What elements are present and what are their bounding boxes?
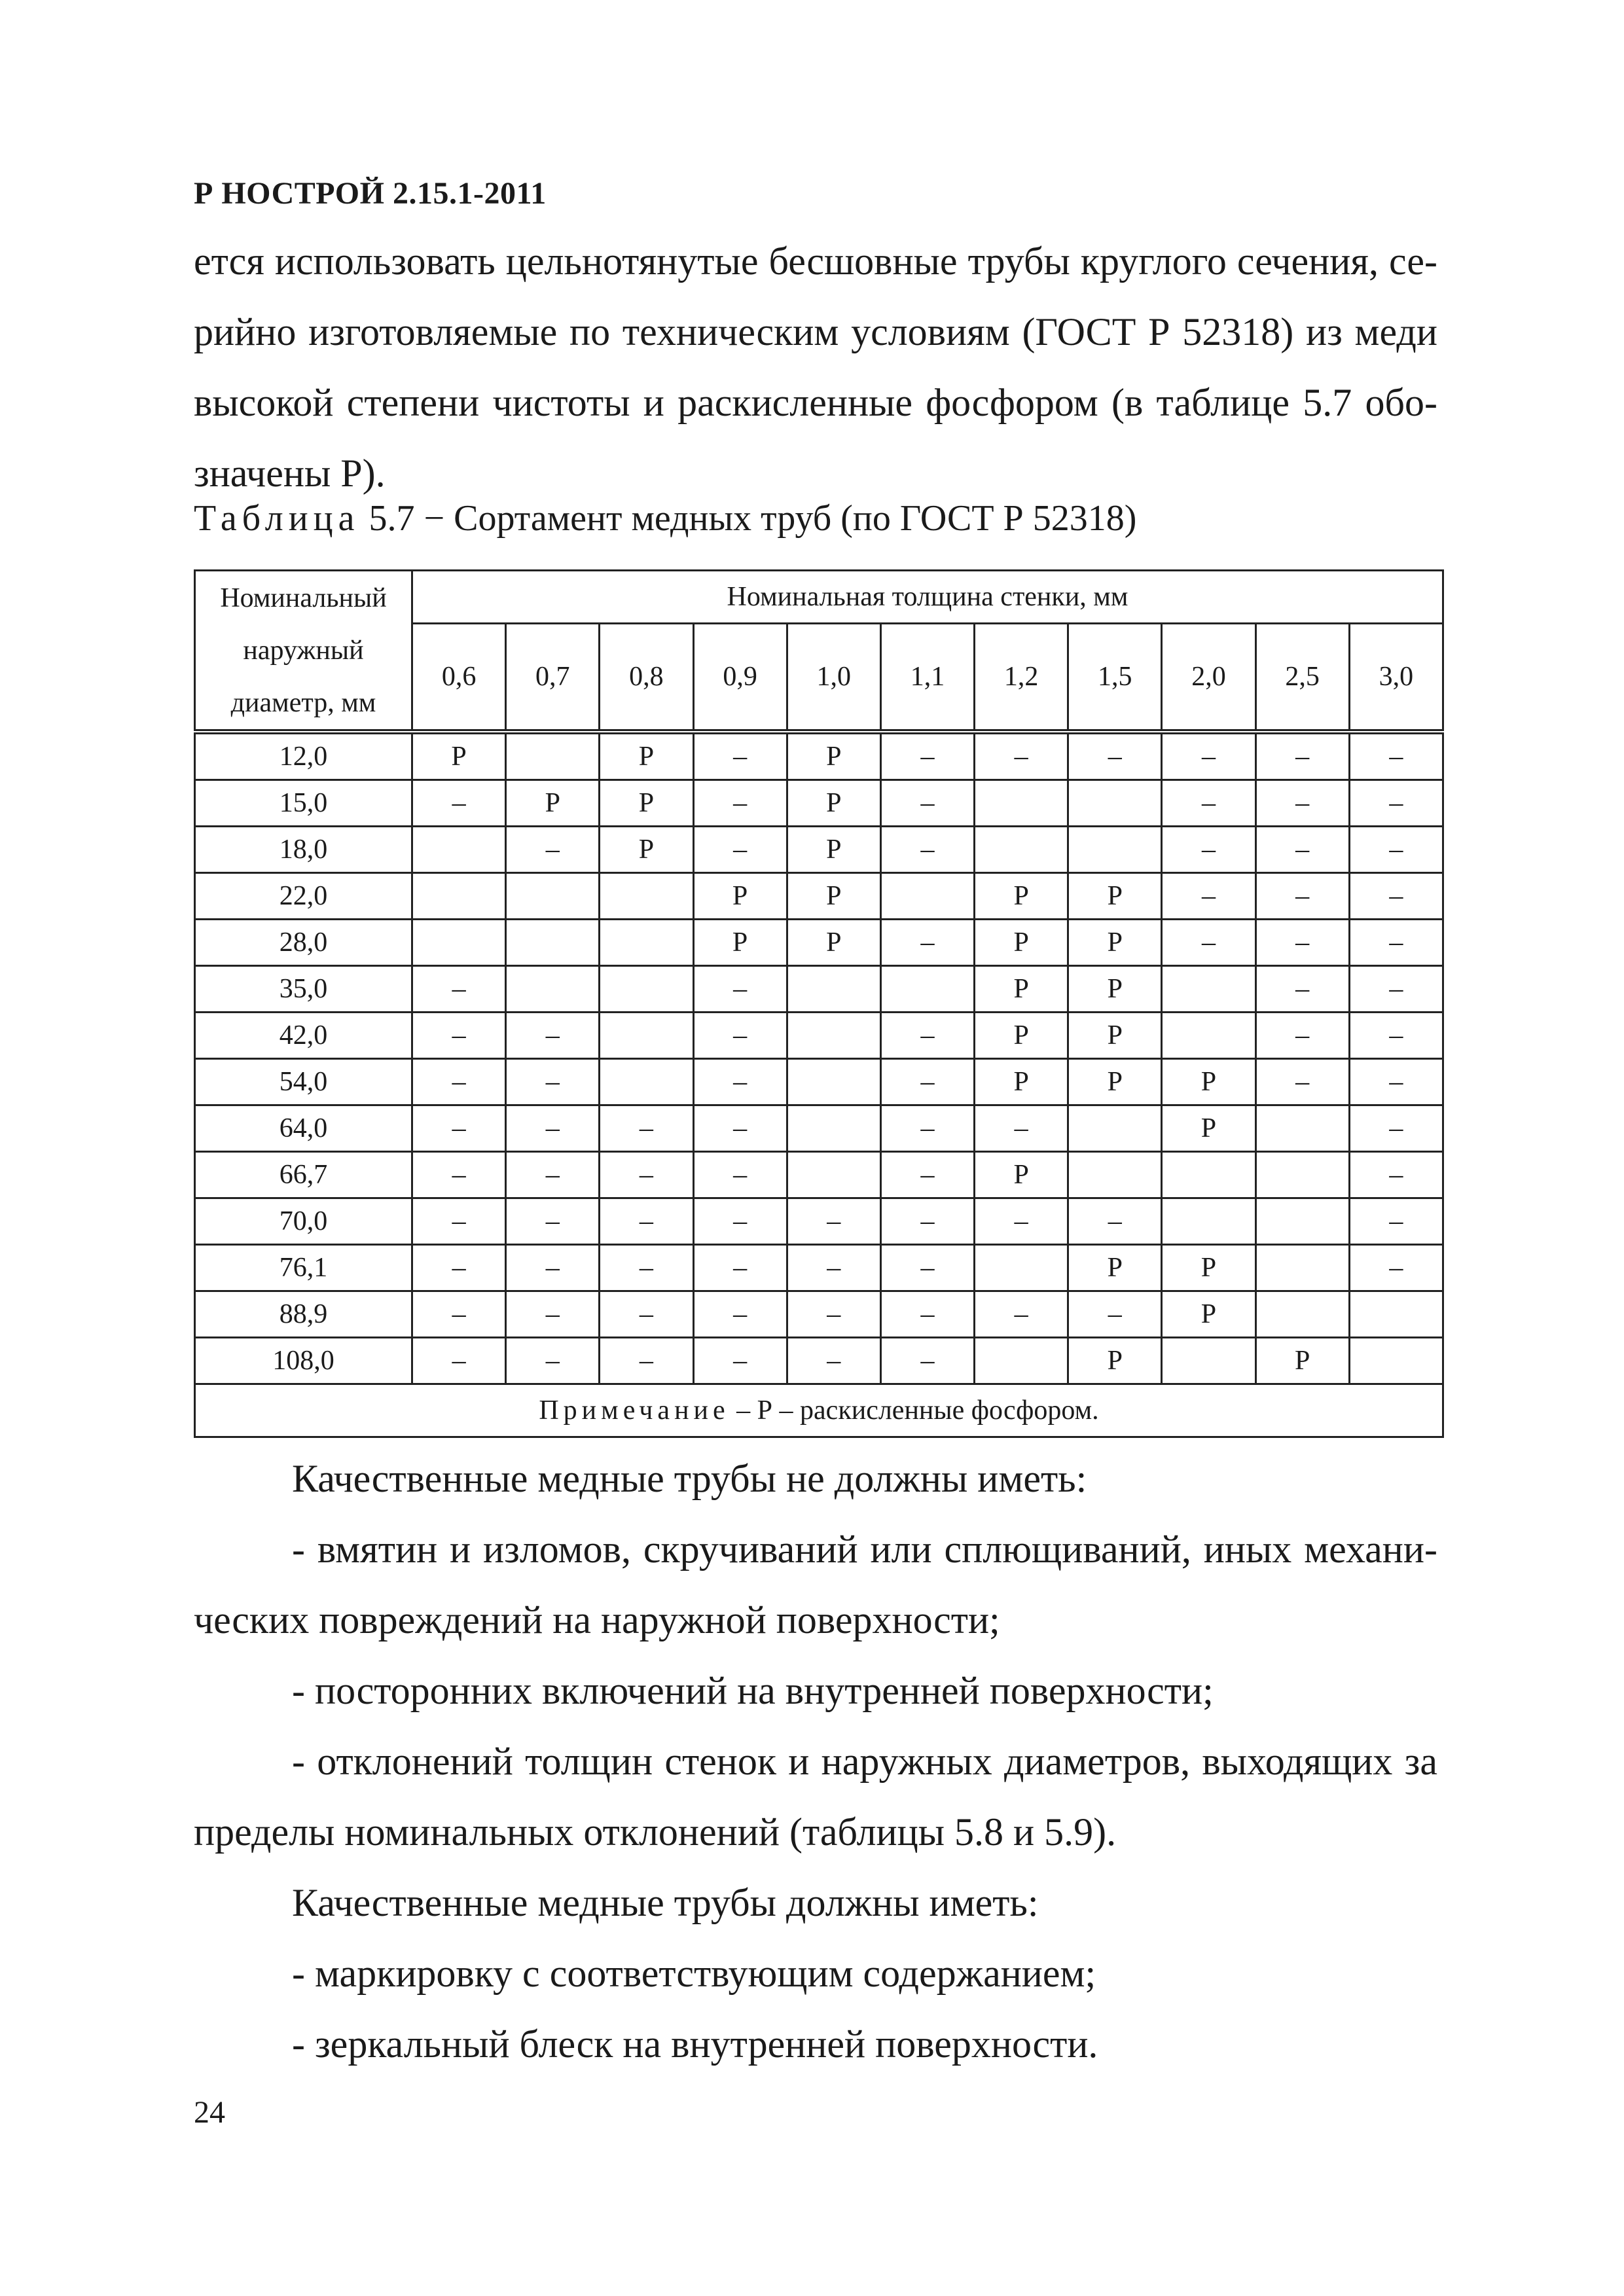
availability-cell: – bbox=[506, 1338, 600, 1384]
availability-cell: – bbox=[1255, 732, 1349, 780]
availability-cell: – bbox=[506, 1245, 600, 1291]
quality-item-marking bbox=[194, 1938, 1437, 2009]
availability-cell: Р bbox=[787, 873, 880, 920]
availability-cell: – bbox=[1068, 1198, 1162, 1245]
availability-cell: Р bbox=[787, 780, 880, 827]
availability-cell: – bbox=[693, 780, 787, 827]
availability-cell: – bbox=[693, 1059, 787, 1105]
thickness-header-cell: 1,1 bbox=[880, 624, 974, 732]
thickness-header-cell: 0,8 bbox=[600, 624, 693, 732]
quality-item-deviations-cont bbox=[194, 1797, 1437, 1867]
availability-cell: – bbox=[1162, 920, 1255, 966]
table-header-row bbox=[195, 571, 1443, 624]
availability-cell: – bbox=[975, 1198, 1068, 1245]
text-line: пределы номинальных отклонений (таблицы 5.8 и 5.9). bbox=[194, 1810, 1117, 1854]
quality-item-dents-cont bbox=[194, 1585, 1437, 1655]
availability-cell: – bbox=[1162, 732, 1255, 780]
availability-cell: Р bbox=[1068, 966, 1162, 1013]
availability-cell: – bbox=[600, 1105, 693, 1152]
availability-cell: – bbox=[787, 1291, 880, 1338]
availability-cell: – bbox=[693, 1338, 787, 1384]
availability-cell: – bbox=[1349, 1105, 1443, 1152]
availability-cell: Р bbox=[1162, 1059, 1255, 1105]
table-caption bbox=[194, 497, 1136, 539]
availability-cell bbox=[1162, 1013, 1255, 1059]
availability-cell: Р bbox=[975, 966, 1068, 1013]
availability-cell bbox=[1162, 1338, 1255, 1384]
table-row bbox=[195, 1245, 1443, 1291]
copper-pipe-sortament-table bbox=[194, 569, 1444, 1438]
availability-cell: Р bbox=[1068, 1059, 1162, 1105]
availability-cell: – bbox=[1349, 732, 1443, 780]
availability-cell bbox=[1349, 1338, 1443, 1384]
availability-cell: Р bbox=[693, 873, 787, 920]
availability-cell: – bbox=[693, 1105, 787, 1152]
availability-cell bbox=[880, 966, 974, 1013]
availability-cell: Р bbox=[600, 827, 693, 873]
text-line: - вмятин и изломов, скручиваний или сплющиваний, иных механи- bbox=[292, 1528, 1437, 1571]
thickness-header-cell: 1,5 bbox=[1068, 624, 1162, 732]
availability-cell: – bbox=[693, 827, 787, 873]
thickness-header-cell: 0,7 bbox=[506, 624, 600, 732]
availability-cell: – bbox=[412, 1105, 506, 1152]
availability-cell: Р bbox=[1068, 873, 1162, 920]
availability-cell: Р bbox=[693, 920, 787, 966]
availability-cell: – bbox=[1349, 827, 1443, 873]
availability-cell: – bbox=[693, 1245, 787, 1291]
availability-cell bbox=[600, 873, 693, 920]
availability-cell: – bbox=[506, 1198, 600, 1245]
availability-cell: – bbox=[1255, 780, 1349, 827]
header-line: диаметр, мм bbox=[230, 687, 376, 718]
availability-cell bbox=[506, 920, 600, 966]
availability-cell bbox=[1162, 1152, 1255, 1198]
table-row bbox=[195, 780, 1443, 827]
availability-cell bbox=[975, 1338, 1068, 1384]
thickness-group-header: Номинальная толщина стенки, мм bbox=[412, 571, 1443, 624]
availability-cell: – bbox=[1349, 1059, 1443, 1105]
availability-cell: – bbox=[880, 1245, 974, 1291]
thickness-header-cell: 1,2 bbox=[975, 624, 1068, 732]
diameter-cell: 15,0 bbox=[195, 780, 412, 827]
text-line: ется использовать цельнотянутые бесшовные трубы круглого сечения, се- bbox=[194, 240, 1437, 283]
availability-cell: – bbox=[506, 1152, 600, 1198]
availability-cell bbox=[412, 873, 506, 920]
availability-cell bbox=[1068, 1105, 1162, 1152]
intro-paragraph bbox=[194, 226, 1437, 509]
availability-cell bbox=[506, 732, 600, 780]
availability-cell: – bbox=[1255, 920, 1349, 966]
availability-cell: – bbox=[412, 1245, 506, 1291]
availability-cell: – bbox=[880, 1013, 974, 1059]
thickness-header-cell: 1,0 bbox=[787, 624, 880, 732]
availability-cell: – bbox=[1349, 1152, 1443, 1198]
table-row bbox=[195, 920, 1443, 966]
availability-cell bbox=[787, 966, 880, 1013]
diameter-cell: 42,0 bbox=[195, 1013, 412, 1059]
table-row bbox=[195, 1105, 1443, 1152]
quality-item-dents bbox=[194, 1514, 1437, 1585]
availability-cell: – bbox=[412, 1152, 506, 1198]
text-line: значены Р). bbox=[194, 452, 386, 495]
availability-cell: – bbox=[880, 1198, 974, 1245]
availability-cell: Р bbox=[787, 827, 880, 873]
availability-cell: – bbox=[506, 1105, 600, 1152]
availability-cell: – bbox=[975, 1105, 1068, 1152]
availability-cell: – bbox=[1255, 1013, 1349, 1059]
availability-cell: Р bbox=[412, 732, 506, 780]
availability-cell: – bbox=[412, 1338, 506, 1384]
availability-cell bbox=[600, 1013, 693, 1059]
quality-item-gloss bbox=[194, 2009, 1437, 2079]
table-row bbox=[195, 827, 1443, 873]
availability-cell: – bbox=[693, 1291, 787, 1338]
availability-cell: Р bbox=[600, 780, 693, 827]
availability-cell: – bbox=[975, 1291, 1068, 1338]
diameter-column-header bbox=[195, 571, 412, 732]
availability-cell bbox=[975, 780, 1068, 827]
text-line: рийно изготовляемые по техническим условиям (ГОСТ Р 52318) из меди bbox=[194, 310, 1437, 353]
quality-item-inclusions bbox=[194, 1655, 1437, 1726]
table-row bbox=[195, 873, 1443, 920]
availability-cell: – bbox=[693, 966, 787, 1013]
availability-cell: – bbox=[1255, 1059, 1349, 1105]
availability-cell: – bbox=[506, 1059, 600, 1105]
availability-cell: Р bbox=[975, 1013, 1068, 1059]
text-line: Качественные медные трубы не должны иметь: bbox=[292, 1457, 1087, 1500]
availability-cell: Р bbox=[787, 920, 880, 966]
availability-cell: – bbox=[412, 1013, 506, 1059]
diameter-cell: 88,9 bbox=[195, 1291, 412, 1338]
availability-cell: – bbox=[880, 1059, 974, 1105]
availability-cell bbox=[1255, 1105, 1349, 1152]
availability-cell bbox=[600, 966, 693, 1013]
text-line: - зеркальный блеск на внутренней поверхности. bbox=[292, 2022, 1098, 2066]
availability-cell: – bbox=[600, 1338, 693, 1384]
diameter-cell: 66,7 bbox=[195, 1152, 412, 1198]
availability-cell: Р bbox=[975, 873, 1068, 920]
availability-cell bbox=[787, 1059, 880, 1105]
table-caption-label: Таблица bbox=[194, 498, 360, 539]
table-row bbox=[195, 966, 1443, 1013]
table-caption-text: 5.7 − Сортамент медных труб (по ГОСТ Р 52318) bbox=[369, 498, 1137, 539]
availability-cell bbox=[506, 873, 600, 920]
availability-cell bbox=[1255, 1291, 1349, 1338]
availability-cell: – bbox=[693, 1013, 787, 1059]
availability-cell: – bbox=[1068, 732, 1162, 780]
diameter-cell: 108,0 bbox=[195, 1338, 412, 1384]
thickness-header-cell: 0,9 bbox=[693, 624, 787, 732]
availability-cell bbox=[412, 920, 506, 966]
availability-cell: Р bbox=[1068, 920, 1162, 966]
table-row bbox=[195, 732, 1443, 780]
table-row bbox=[195, 1152, 1443, 1198]
availability-cell: – bbox=[787, 1338, 880, 1384]
availability-cell bbox=[787, 1105, 880, 1152]
availability-cell bbox=[600, 920, 693, 966]
availability-cell bbox=[1349, 1291, 1443, 1338]
note-label: Примечание bbox=[539, 1395, 730, 1426]
availability-cell bbox=[1162, 966, 1255, 1013]
availability-cell: – bbox=[1349, 1013, 1443, 1059]
thickness-header-cell: 2,0 bbox=[1162, 624, 1255, 732]
availability-cell: – bbox=[975, 732, 1068, 780]
diameter-cell: 54,0 bbox=[195, 1059, 412, 1105]
availability-cell: Р bbox=[1068, 1245, 1162, 1291]
availability-cell: – bbox=[1349, 873, 1443, 920]
diameter-cell: 35,0 bbox=[195, 966, 412, 1013]
note-text: – Р – раскисленные фосфором. bbox=[729, 1395, 1099, 1426]
table-row bbox=[195, 1198, 1443, 1245]
availability-cell: – bbox=[1255, 873, 1349, 920]
availability-cell bbox=[1255, 1245, 1349, 1291]
availability-cell: – bbox=[880, 1105, 974, 1152]
availability-cell: – bbox=[880, 780, 974, 827]
availability-cell: – bbox=[1349, 1198, 1443, 1245]
thickness-header-cell: 2,5 bbox=[1255, 624, 1349, 732]
availability-cell: Р bbox=[1162, 1245, 1255, 1291]
availability-cell bbox=[975, 827, 1068, 873]
quality-must-title bbox=[194, 1867, 1437, 1938]
availability-cell: – bbox=[1349, 780, 1443, 827]
availability-cell: – bbox=[506, 827, 600, 873]
availability-cell: Р bbox=[975, 1059, 1068, 1105]
availability-cell bbox=[1068, 1152, 1162, 1198]
header-line: Номинальный bbox=[220, 583, 387, 613]
availability-cell: – bbox=[412, 780, 506, 827]
availability-cell: – bbox=[880, 1152, 974, 1198]
table-note-row bbox=[195, 1384, 1443, 1437]
availability-cell: Р bbox=[1162, 1291, 1255, 1338]
availability-cell: – bbox=[412, 1291, 506, 1338]
availability-cell: – bbox=[880, 1291, 974, 1338]
availability-cell: Р bbox=[506, 780, 600, 827]
availability-cell bbox=[1255, 1152, 1349, 1198]
table-row bbox=[195, 1338, 1443, 1384]
availability-cell bbox=[1162, 1198, 1255, 1245]
availability-cell bbox=[506, 966, 600, 1013]
availability-cell: Р bbox=[975, 920, 1068, 966]
availability-cell: – bbox=[880, 920, 974, 966]
availability-cell: – bbox=[693, 1198, 787, 1245]
availability-cell: Р bbox=[787, 732, 880, 780]
quality-must-not-title bbox=[194, 1443, 1437, 1514]
text-line: Качественные медные трубы должны иметь: bbox=[292, 1881, 1039, 1924]
availability-cell: – bbox=[600, 1291, 693, 1338]
availability-cell: Р bbox=[1068, 1013, 1162, 1059]
availability-cell bbox=[600, 1059, 693, 1105]
availability-cell: – bbox=[600, 1245, 693, 1291]
quality-item-deviations bbox=[194, 1726, 1437, 1797]
table-row bbox=[195, 1291, 1443, 1338]
availability-cell: Р bbox=[975, 1152, 1068, 1198]
text-line: высокой степени чистоты и раскисленные фосфором (в таблице 5.7 обо- bbox=[194, 381, 1437, 424]
availability-cell: – bbox=[880, 827, 974, 873]
table-row bbox=[195, 1013, 1443, 1059]
table-row bbox=[195, 1059, 1443, 1105]
table-body bbox=[195, 732, 1443, 1384]
availability-cell: Р bbox=[1068, 1338, 1162, 1384]
diameter-cell: 22,0 bbox=[195, 873, 412, 920]
thickness-header-cell: 3,0 bbox=[1349, 624, 1443, 732]
diameter-cell: 18,0 bbox=[195, 827, 412, 873]
availability-cell: – bbox=[1068, 1291, 1162, 1338]
availability-cell: – bbox=[412, 966, 506, 1013]
table-note bbox=[195, 1384, 1443, 1437]
availability-cell bbox=[880, 873, 974, 920]
availability-cell bbox=[1068, 780, 1162, 827]
availability-cell bbox=[787, 1152, 880, 1198]
page-number: 24 bbox=[194, 2095, 225, 2130]
availability-cell: – bbox=[1162, 780, 1255, 827]
availability-cell: – bbox=[1162, 827, 1255, 873]
availability-cell: – bbox=[1255, 966, 1349, 1013]
availability-cell: – bbox=[787, 1245, 880, 1291]
availability-cell: – bbox=[1349, 920, 1443, 966]
text-line: - посторонних включений на внутренней поверхности; bbox=[292, 1669, 1214, 1712]
availability-cell: – bbox=[412, 1198, 506, 1245]
text-line: - отклонений толщин стенок и наружных диаметров, выходящих за bbox=[292, 1740, 1437, 1783]
availability-cell bbox=[787, 1013, 880, 1059]
availability-cell: – bbox=[1349, 1245, 1443, 1291]
availability-cell: – bbox=[880, 1338, 974, 1384]
availability-cell: – bbox=[506, 1291, 600, 1338]
availability-cell: – bbox=[1162, 873, 1255, 920]
availability-cell: Р bbox=[600, 732, 693, 780]
diameter-cell: 70,0 bbox=[195, 1198, 412, 1245]
availability-cell: – bbox=[1349, 966, 1443, 1013]
diameter-cell: 64,0 bbox=[195, 1105, 412, 1152]
availability-cell: – bbox=[693, 1152, 787, 1198]
availability-cell bbox=[975, 1245, 1068, 1291]
availability-cell: Р bbox=[1162, 1105, 1255, 1152]
availability-cell: – bbox=[600, 1152, 693, 1198]
text-line: ческих повреждений на наружной поверхности; bbox=[194, 1598, 1000, 1641]
diameter-cell: 76,1 bbox=[195, 1245, 412, 1291]
availability-cell bbox=[1255, 1198, 1349, 1245]
availability-cell: – bbox=[506, 1013, 600, 1059]
header-line: наружный bbox=[243, 635, 364, 666]
availability-cell: Р bbox=[1255, 1338, 1349, 1384]
text-line: - маркировку с соответствующим содержанием; bbox=[292, 1952, 1096, 1995]
diameter-cell: 12,0 bbox=[195, 732, 412, 780]
availability-cell: – bbox=[1255, 827, 1349, 873]
availability-cell bbox=[412, 827, 506, 873]
availability-cell: – bbox=[787, 1198, 880, 1245]
availability-cell: – bbox=[880, 732, 974, 780]
availability-cell: – bbox=[693, 732, 787, 780]
availability-cell: – bbox=[412, 1059, 506, 1105]
document-code-header: Р НОСТРОЙ 2.15.1-2011 bbox=[194, 176, 547, 211]
diameter-cell: 28,0 bbox=[195, 920, 412, 966]
availability-cell: – bbox=[600, 1198, 693, 1245]
availability-cell bbox=[1068, 827, 1162, 873]
thickness-header-cell: 0,6 bbox=[412, 624, 506, 732]
